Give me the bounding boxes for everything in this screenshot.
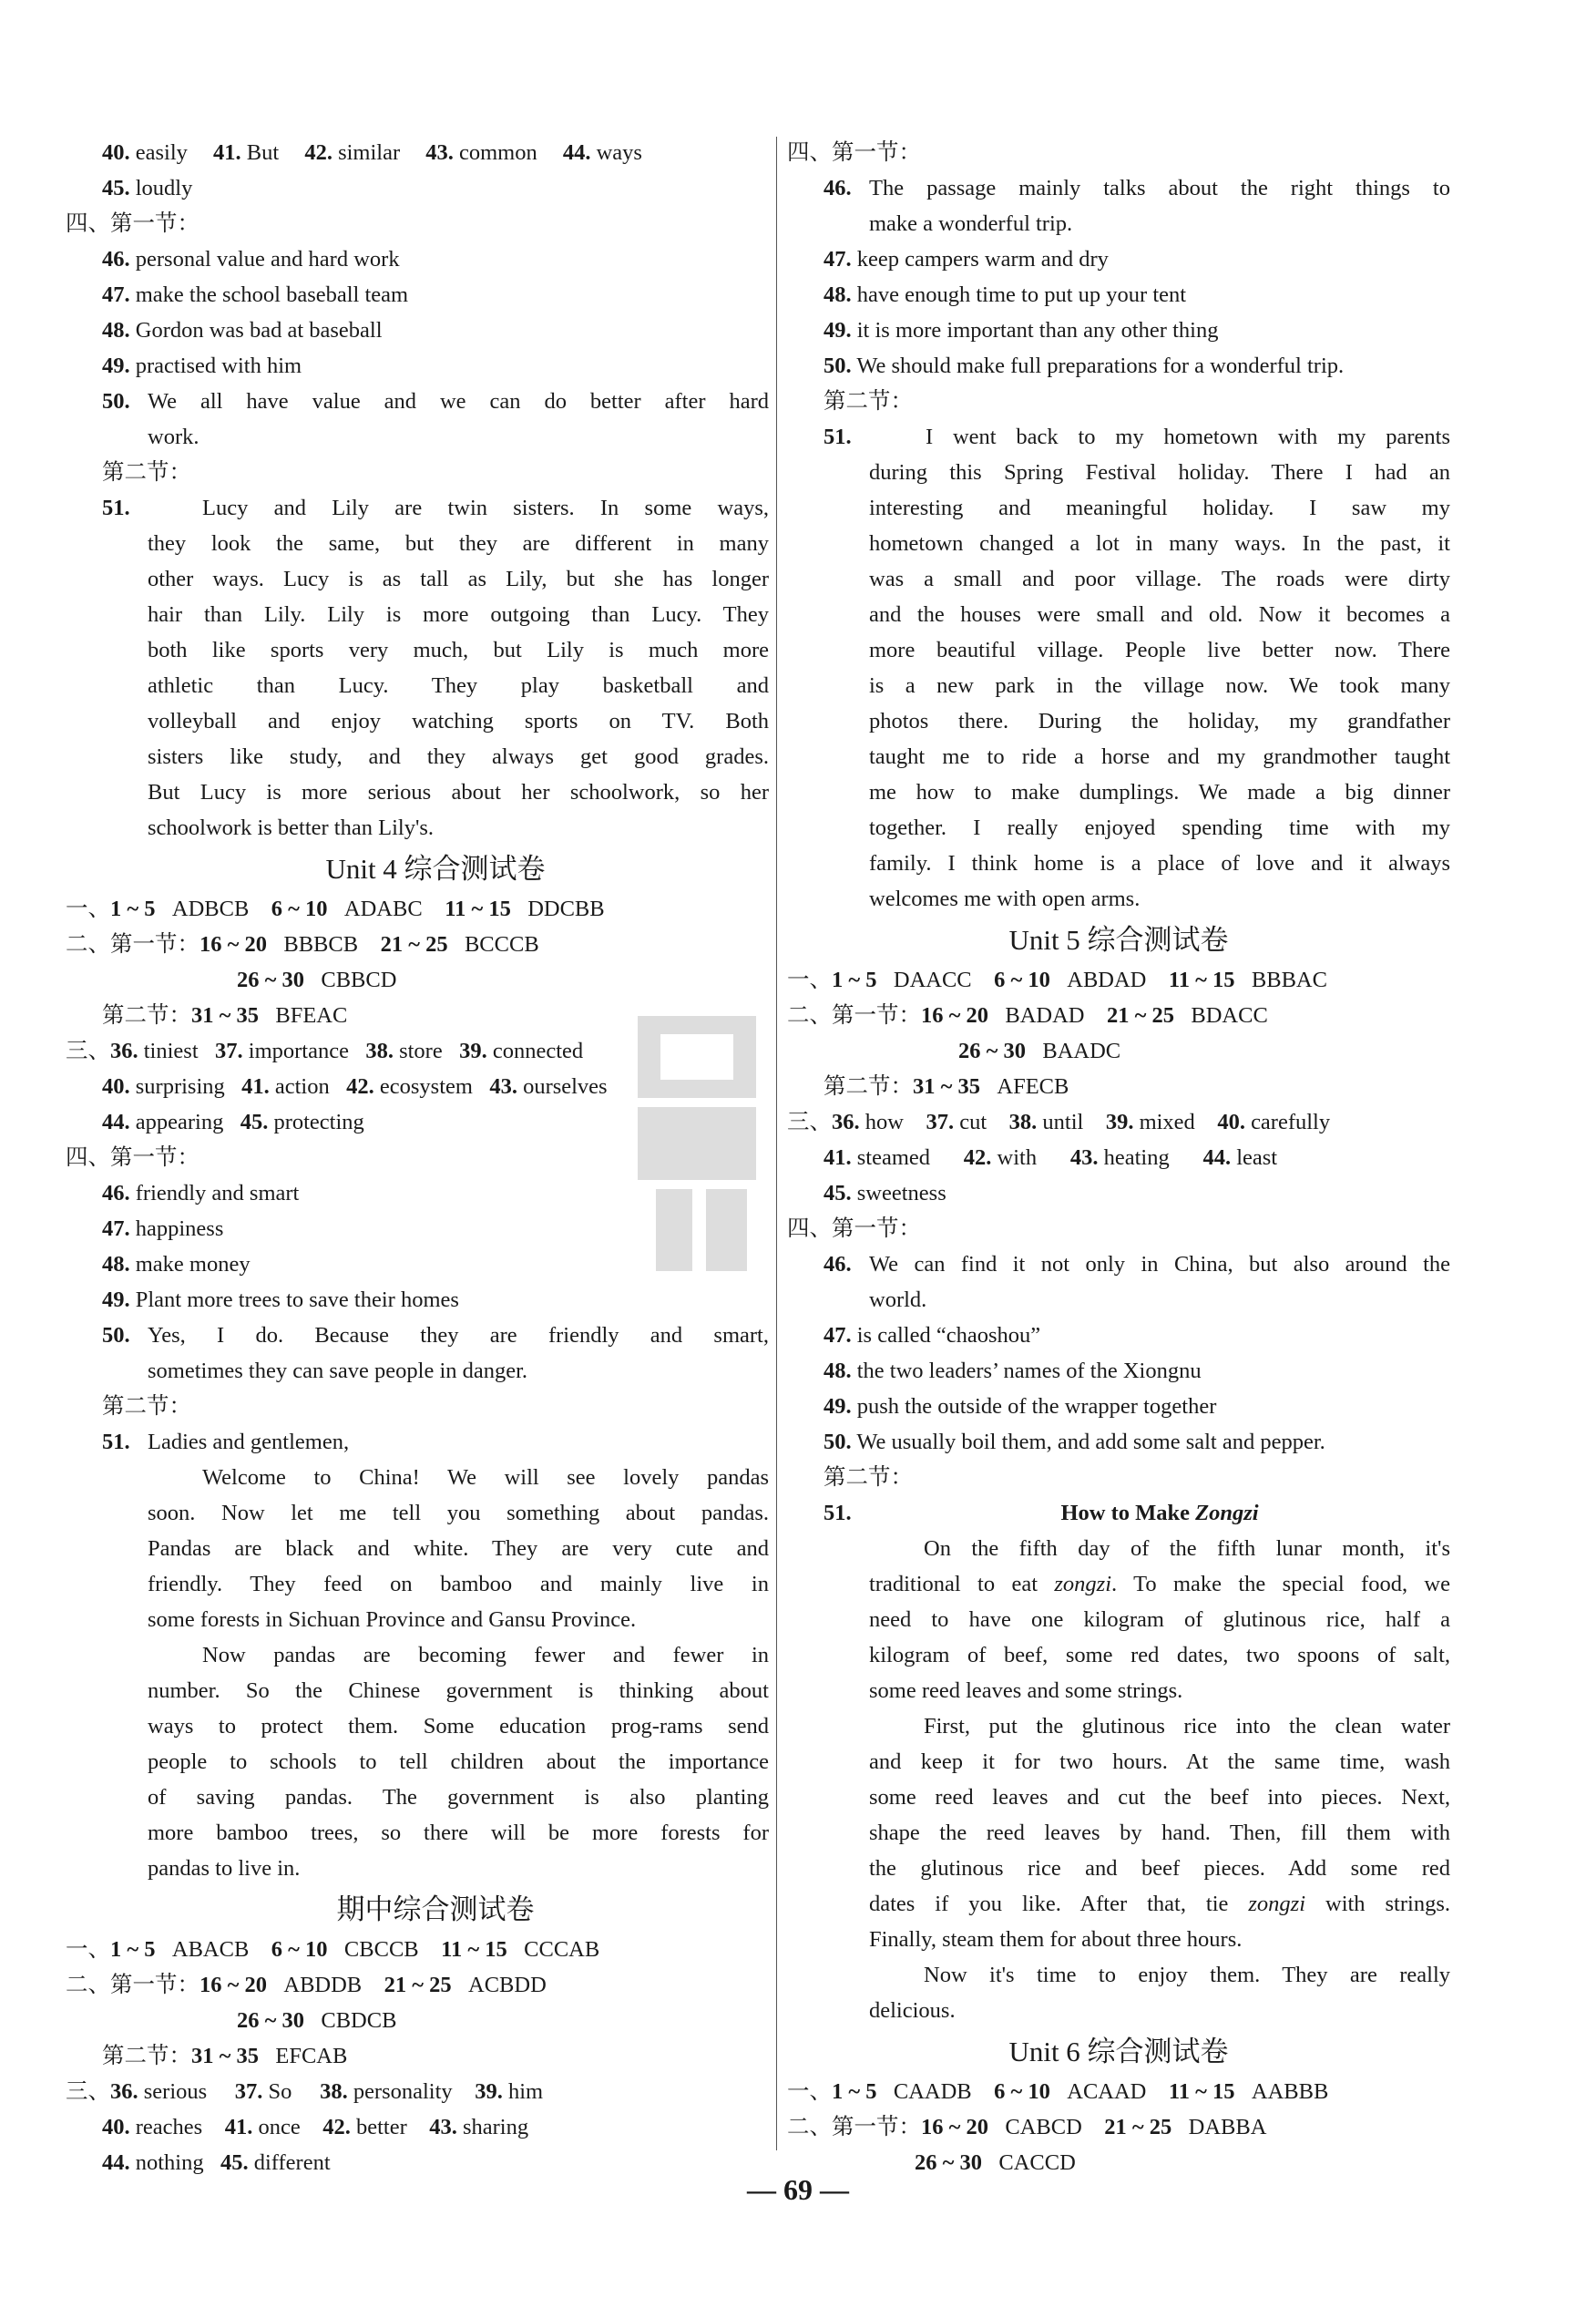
list-item: 48. have enough time to put up your tent (824, 282, 1187, 307)
column-divider (776, 137, 777, 2150)
answer-row: 26 ~ 30 CBBCD (237, 968, 397, 992)
section-heading: 四、第一节： (787, 140, 921, 165)
right-column (787, 135, 1450, 2180)
essay-answer: 51. I went back to my hometown with my parents during this Spring Festival holiday. There I had an interesting and meaningful holiday. I saw my hometown changed a lot in many ways. In the past, it was a small and poor village. The roads were dirty and the houses were small and old. Now it becomes a more beautiful village. People live better now. There is a new park in the village now. We took many photos there. During the holiday, my grandfather taught me to ride a horse and my grandmother taught me how to make dumplings. We made a big dinner together. I really enjoyed spending time with my family. I think home is a place of love and it always welcomes me with open arms. (824, 425, 1450, 911)
essay-answer: 51. Lucy and Lily are twin sisters. In some ways, they look the same, but they are different in many other ways. Lucy is as tall as Lily, but she has longer hair than Lily. Lily is more outgoing than Lucy. They both like sports very much, but Lily is much more athletic than Lucy. They play basketball and volleyball and enjoy watching sports on TV. Both sisters like study, and they always get good grades. But Lucy is more serious about her schoolwork, so her schoolwork is better than Lily's. (102, 496, 769, 840)
list-item: 46. We can find it not only in China, but also around the world. (824, 1252, 1450, 1312)
list-item: 49. Plant more trees to save their homes (102, 1287, 459, 1312)
answer-row: 二、第一节：16 ~ 20 BADAD 21 ~ 25 BDACC (787, 1003, 1268, 1028)
answer-row: 一、1 ~ 5 ABACB 6 ~ 10 CBCCB 11 ~ 15 CCCAB (66, 1937, 600, 1962)
essay-answer: 51. Ladies and gentlemen, Welcome to China! We will see lovely pandas soon. Now let me tell you something about pandas. Pandas are black and white. They are very cute and friendly. They feed on bamboo and mainly live in some forests in Sichuan Province and Gansu Province. Now pandas are becoming fewer and fewer in number. So the Chinese government is thinking about ways to protect them. Some education prog-rams send people to schools to tell children about the importance of saving pandas. The government is also planting more bamboo trees, so there will be more forests for pandas to live in. (102, 1430, 769, 1881)
unit-6-title: Unit 6 综合测试卷 (1008, 2036, 1229, 2067)
answer-row: 40. surprising 41. action 42. ecosystem 43. ourselves (102, 1074, 608, 1099)
left-column (66, 135, 769, 2180)
list-item: 46. friendly and smart (102, 1181, 300, 1205)
list-item: 48. make money (102, 1252, 251, 1277)
list-item: 46. personal value and hard work (102, 247, 400, 272)
page-number: — 69 — (747, 2173, 849, 2206)
list-item: 50. Yes, I do. Because they are friendly and smart, sometimes they can save people in danger. (102, 1323, 769, 1383)
list-item: 50. We should make full preparations for a wonderful trip. (824, 354, 1345, 378)
answer-row: 44. appearing 45. protecting (102, 1110, 364, 1134)
section-heading: 第二节： (102, 1394, 191, 1419)
answer-row: 26 ~ 30 CBDCB (237, 2008, 397, 2033)
list-item: 49. push the outside of the wrapper together (824, 1394, 1217, 1419)
answer-row: 第二节：31 ~ 35 BFEAC (102, 1003, 348, 1028)
section-heading: 四、第一节： (66, 1145, 200, 1170)
answer-row: 二、第一节：16 ~ 20 CABCD 21 ~ 25 DABBA (787, 2115, 1267, 2139)
section-heading: 第二节： (824, 389, 913, 414)
section-heading: 四、第一节： (787, 1216, 921, 1241)
list-item: 50. We all have value and we can do better after hard work. (102, 389, 769, 449)
answer-row: 三、36. tiniest 37. importance 38. store 39. connected (66, 1039, 584, 1063)
answer-row: 二、第一节：16 ~ 20 BBBCB 21 ~ 25 BCCCB (66, 932, 539, 957)
answer-row: 一、1 ~ 5 CAADB 6 ~ 10 ACAAD 11 ~ 15 AABBB (787, 2079, 1329, 2104)
list-item: 49. it is more important than any other thing (824, 318, 1219, 343)
answer-row: 26 ~ 30 BAADC (958, 1039, 1121, 1063)
list-item: 48. the two leaders’ names of the Xiongnu (824, 1359, 1202, 1383)
answer-row: 40. reaches 41. once 42. better 43. sharing (102, 2115, 529, 2139)
list-item: 46. The passage mainly talks about the right things to make a wonderful trip. (824, 176, 1450, 236)
midterm-title: 期中综合测试卷 (336, 1893, 535, 1925)
answer-row: 二、第一节：16 ~ 20 ABDDB 21 ~ 25 ACBDD (66, 1973, 547, 1997)
list-item: 47. keep campers warm and dry (824, 247, 1109, 272)
answer-row: 26 ~ 30 CACCD (915, 2150, 1076, 2175)
answer-row: 45. sweetness (824, 1181, 946, 1205)
list-item: 47. make the school baseball team (102, 282, 409, 307)
list-item: 47. happiness (102, 1216, 224, 1241)
answer-row: 三、36. how 37. cut 38. until 39. mixed 40. carefully (787, 1110, 1331, 1134)
section-heading: 四、第一节： (66, 211, 200, 236)
section-heading: 第二节： (824, 1465, 913, 1490)
list-item: 48. Gordon was bad at baseball (102, 318, 383, 343)
answer-row: 一、1 ~ 5 DAACC 6 ~ 10 ABDAD 11 ~ 15 BBBAC (787, 968, 1327, 992)
answer-row: 第二节：31 ~ 35 AFECB (824, 1074, 1069, 1099)
answer-row: 第二节：31 ~ 35 EFCAB (102, 2044, 348, 2068)
answer-row: 45. loudly (102, 176, 193, 200)
unit-4-title: Unit 4 综合测试卷 (325, 853, 546, 885)
list-item: 49. practised with him (102, 354, 302, 378)
section-heading: 第二节： (102, 460, 191, 485)
list-item: 47. is called “chaoshou” (824, 1323, 1041, 1348)
answer-row: 41. steamed 42. with 43. heating 44. least (824, 1145, 1278, 1170)
answer-row: 40. easily 41. But 42. similar 43. common 44. ways (102, 140, 642, 165)
answer-row: 一、1 ~ 5 ADBCB 6 ~ 10 ADABC 11 ~ 15 DDCBB (66, 897, 605, 921)
list-item: 50. We usually boil them, and add some salt and pepper. (824, 1430, 1325, 1454)
unit-5-title: Unit 5 综合测试卷 (1008, 924, 1229, 956)
answer-row: 44. nothing 45. different (102, 2150, 331, 2175)
essay-title: How to Make Zongzi (1060, 1501, 1259, 1525)
answer-row: 三、36. serious 37. So 38. personality 39. him (66, 2079, 544, 2104)
essay-answer: 51. How to Make Zongzi On the fifth day of the fifth lunar month, it's traditional to eat zongzi. To make the special food, we need to have one kilogram of glutinous rice, half a kilogram of beef, some red dates, two spoons of salt, some reed leaves and some strings. First, put the glutinous rice into the clean water and keep it for two hours. At the same time, wash some reed leaves and cut the beef into pieces. Next, shape the reed leaves by hand. Then, fill them with the glutinous rice and beef pieces. Add some red dates if you like. After that, tie zongzi with strings. Finally, steam them for about three hours. Now it's time to enjoy them. They are really delicious. (787, 1495, 1450, 2028)
